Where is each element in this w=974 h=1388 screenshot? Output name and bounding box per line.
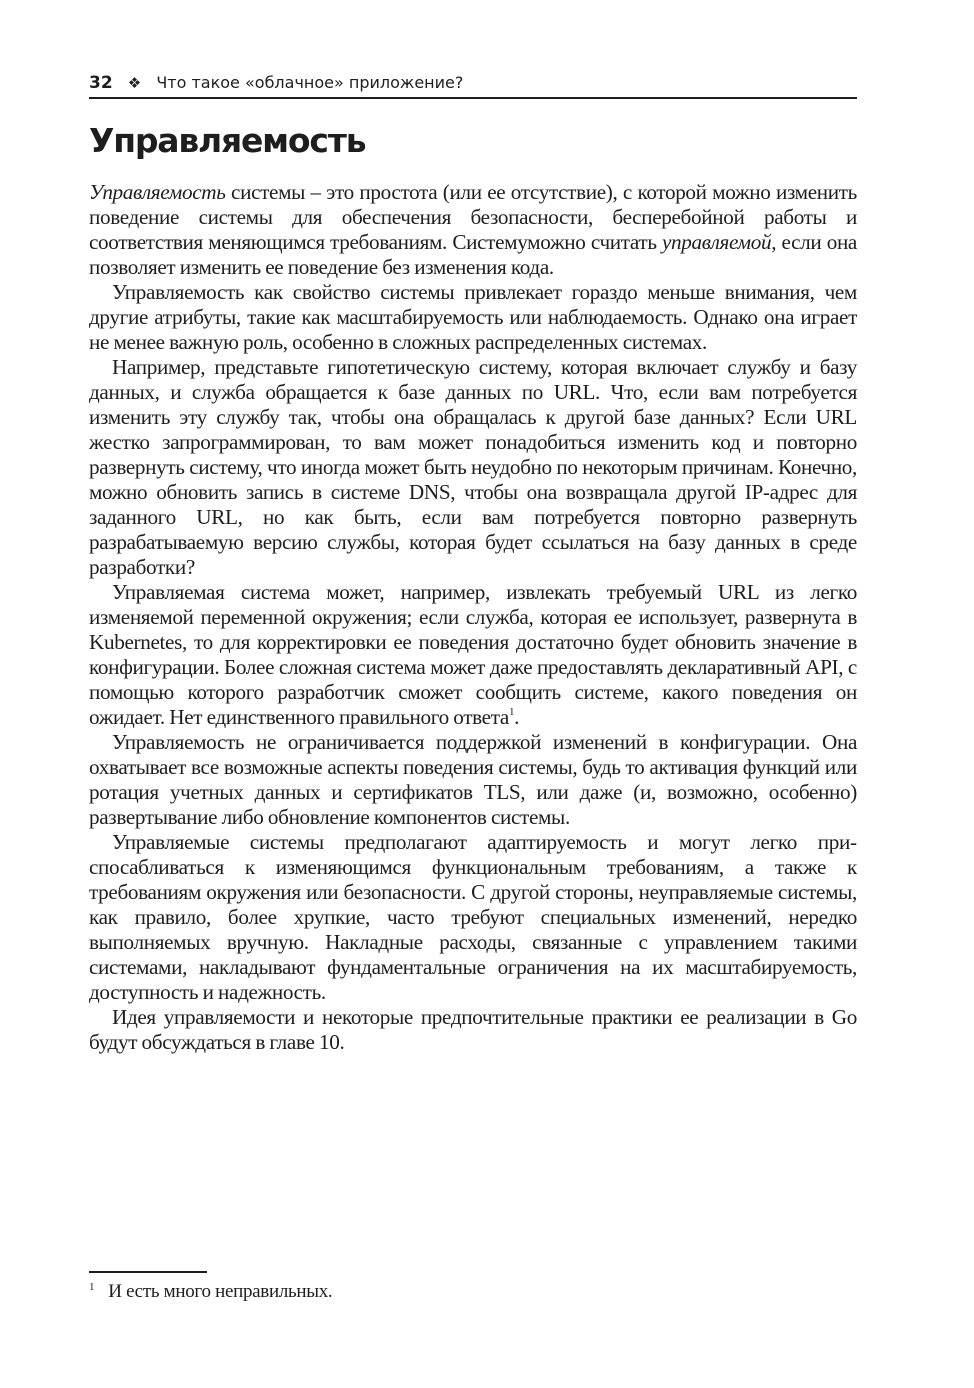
chapter-title: Что такое «облачное» приложение? (156, 73, 464, 92)
paragraph: Идея управляемости и некоторые предпочтительные практики ее реализации в Go будут обсуждаться в главе 10. (89, 1005, 857, 1054)
italic-term: управляемой (661, 230, 772, 254)
paragraph: Управляемость как свойство системы привлекает гораздо меньше внимания, чем другие атрибуты, такие как масштабируемость или наблюдаемость. Однако она играет не менее важную роль, особенно в сложных распределенных системах. (89, 280, 857, 354)
paragraph: Управляемость не ограничивается поддержкой изменений в конфигурации. Она охватывает все возможные аспекты поведения системы, будь то активация функций или ротация учетных данных и сертификатов TLS, или даже (и, возможно, особенно) развертывание либо обновление компонентов системы. (89, 730, 857, 829)
paragraph: Управляемость системы – это простота (или ее отсутствие), с которой можно изменить поведение системы для обеспечения безопасности, бесперебойной работы и соответствия меняющимся требованиям. Системуможно считать управляемой, если она позволяет изменить ее поведение без изменения кода. (89, 180, 857, 279)
paragraph: Управляемые системы предполагают адаптируемость и могут легко приспосабливаться к изменяющимся функциональным требованиям, а также к требованиям окружения или безопасности. С другой стороны, неуправляемые системы, как правило, более хрупкие, часто требуют специальных изменений, нередко выполняемых вручную. Накладные расходы, связанные с управлением такими системами, накладывают фундаментальные ограничения на их масштабируемость, доступность и надежность. (89, 830, 857, 1004)
section-title: Управляемость (89, 121, 366, 160)
running-head (89, 70, 857, 98)
paragraph: Управляемая система может, например, извлекать требуемый URL из легко изменяемой переменной окружения; если служба, которая ее использует, развернута в Kubernetes, то для корректировки ее поведения достаточно будет обновить значение в конфигурации. Более сложная система может даже предоставлять декларативный API, с помощью которого разработчик сможет сообщить системе, какого поведения он ожидает. Нет единственного правильного ответа$^1$. (89, 580, 857, 729)
italic-term: Управляемость (89, 180, 226, 204)
footnote-reference[interactable]: 1 (508, 706, 515, 718)
ornament-icon: ❖ (127, 74, 142, 92)
header-rule (89, 97, 857, 99)
footnote-text: И есть много неправильных. (108, 1281, 333, 1302)
body-text (89, 180, 857, 1055)
page-number: 32 (89, 73, 113, 93)
footnote (89, 1280, 857, 1304)
paragraph: Например, представьте гипотетическую систему, которая включает службу и базу данных, и служба обращается к базе данных по URL. Что, если вам потребуется изменить эту службу так, чтобы она обращалась к другой базе данных? Если URL жестко запрограммирован, то вам может понадобиться изменить код и повторно развернуть систему, что иногда может быть неудобно по некоторым причинам. Конечно, можно обновить запись в системе DNS, чтобы она возвращала другой IP-адрес для заданного URL, но как быть, если вам потребуется повторно развернуть разрабатываемую версию службы, которая будет ссылаться на базу данных в среде разработки? (89, 355, 857, 579)
footnote-number: 1 (89, 1281, 95, 1293)
footnote-rule (89, 1271, 207, 1273)
